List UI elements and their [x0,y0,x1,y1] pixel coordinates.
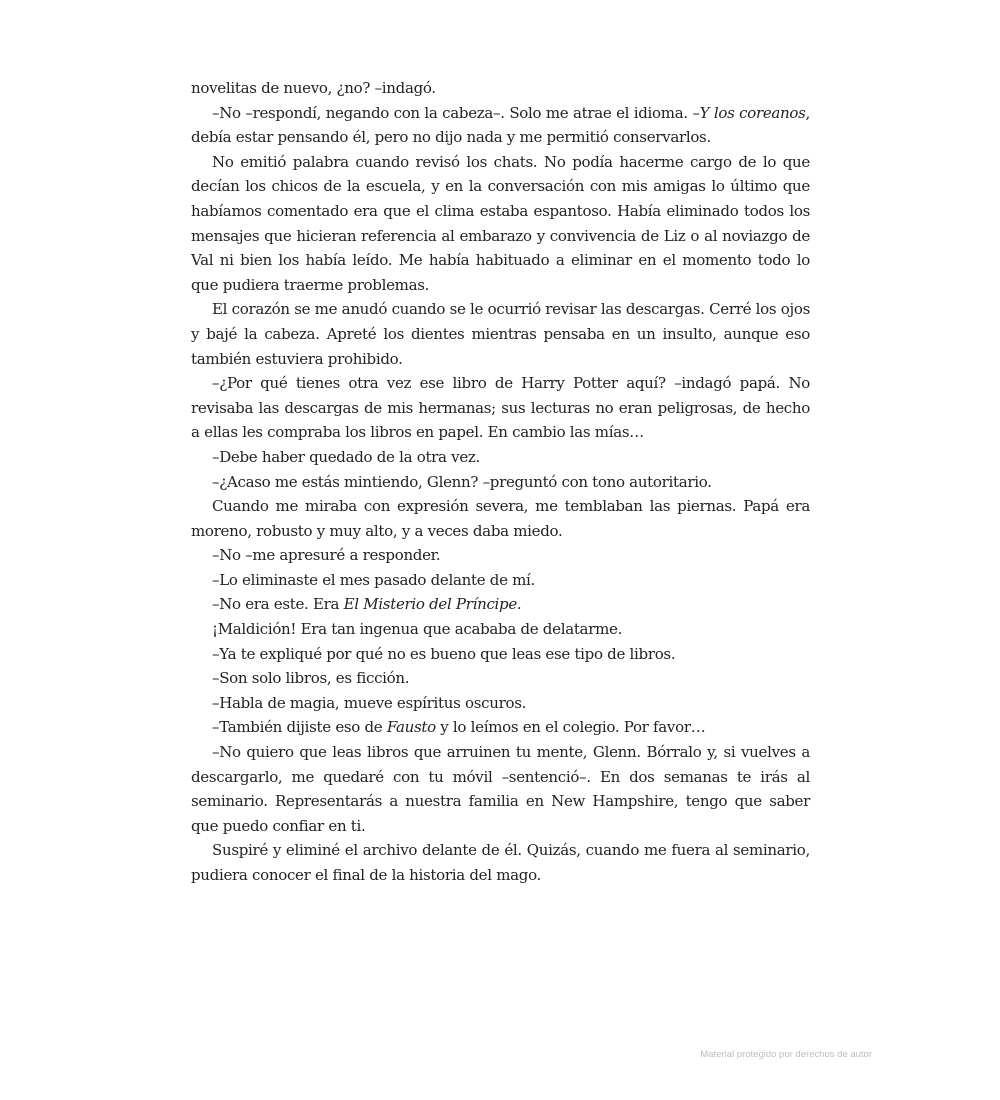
copyright-watermark: Material protegido por derechos de autor [700,1049,872,1060]
paragraph: –¿Acaso me estás mintiendo, Glenn? –preguntó con tono autoritario. [212,472,712,491]
italic-text: –Y los coreanos [692,103,806,122]
paragraph: –No quiero que leas libros que arruinen tu mente, Glenn. Bórralo y, si vuelves a descargarlo, me quedaré con tu móvil –sentenció–. En dos semanas te irás al seminario. Representarás a nuestra familia en New Hampshire, tengo que saber que puedo confiar en ti. [191,743,810,835]
italic-text: Fausto [386,718,436,737]
paragraph: –También dijiste eso de Fausto y lo leímos en el colegio. Por favor… [212,718,706,737]
paragraph: novelitas de nuevo, ¿no? –indagó. [191,79,436,97]
paragraph: No emitió palabra cuando revisó los chats. No podía hacerme cargo de lo que decían los chicos de la escuela, y en la conversación con mis amigas lo último que habíamos comentado era que el clima estaba espantoso. Había eliminado todos los mensajes que hicieran referencia al embarazo y convivencia de Liz o al noviazgo de Val ni bien los había leído. Me había habituado a eliminar en el momento todo lo que pudiera traerme problemas. [191,152,810,294]
paragraph: –No era este. Era El Misterio del Príncipe. [212,595,522,614]
paragraph: –¿Por qué tienes otra vez ese libro de Harry Potter aquí? –indagó papá. No revisaba las descargas de mis hermanas; sus lecturas no eran peligrosas, de hecho a ellas les compraba los libros en papel. En cambio las mías… [191,374,810,442]
paragraph: –No –respondí, negando con la cabeza–. Solo me atrae el idioma. –Y los coreanos, debía estar pensando él, pero no dijo nada y me permitió conservarlos. [191,103,810,147]
paragraph: Suspiré y eliminé el archivo delante de él. Quizás, cuando me fuera al seminario, pudiera conocer el final de la historia del mago. [191,841,810,884]
paragraph: –Son solo libros, es ficción. [212,669,410,688]
paragraph: El corazón se me anudó cuando se le ocurrió revisar las descargas. Cerré los ojos y bajé la cabeza. Apreté los dientes mientras pensaba en un insulto, aunque eso también estuviera prohibido. [191,300,810,368]
paragraph: Cuando me miraba con expresión severa, me temblaban las piernas. Papá era moreno, robusto y muy alto, y a veces daba miedo. [191,497,810,540]
paragraph: –No –me apresuré a responder. [212,546,441,565]
paragraph: –Habla de magia, mueve espíritus oscuros. [212,693,527,712]
book-page-body [191,76,810,888]
paragraph: –Lo eliminaste el mes pasado delante de mí. [212,570,536,589]
paragraph: –Ya te expliqué por qué no es bueno que leas ese tipo de libros. [212,644,676,663]
paragraph: ¡Maldición! Era tan ingenua que acababa de delatarme. [212,620,623,639]
italic-text: El Misterio del Príncipe. [343,595,522,614]
paragraph: –Debe haber quedado de la otra vez. [212,447,480,466]
